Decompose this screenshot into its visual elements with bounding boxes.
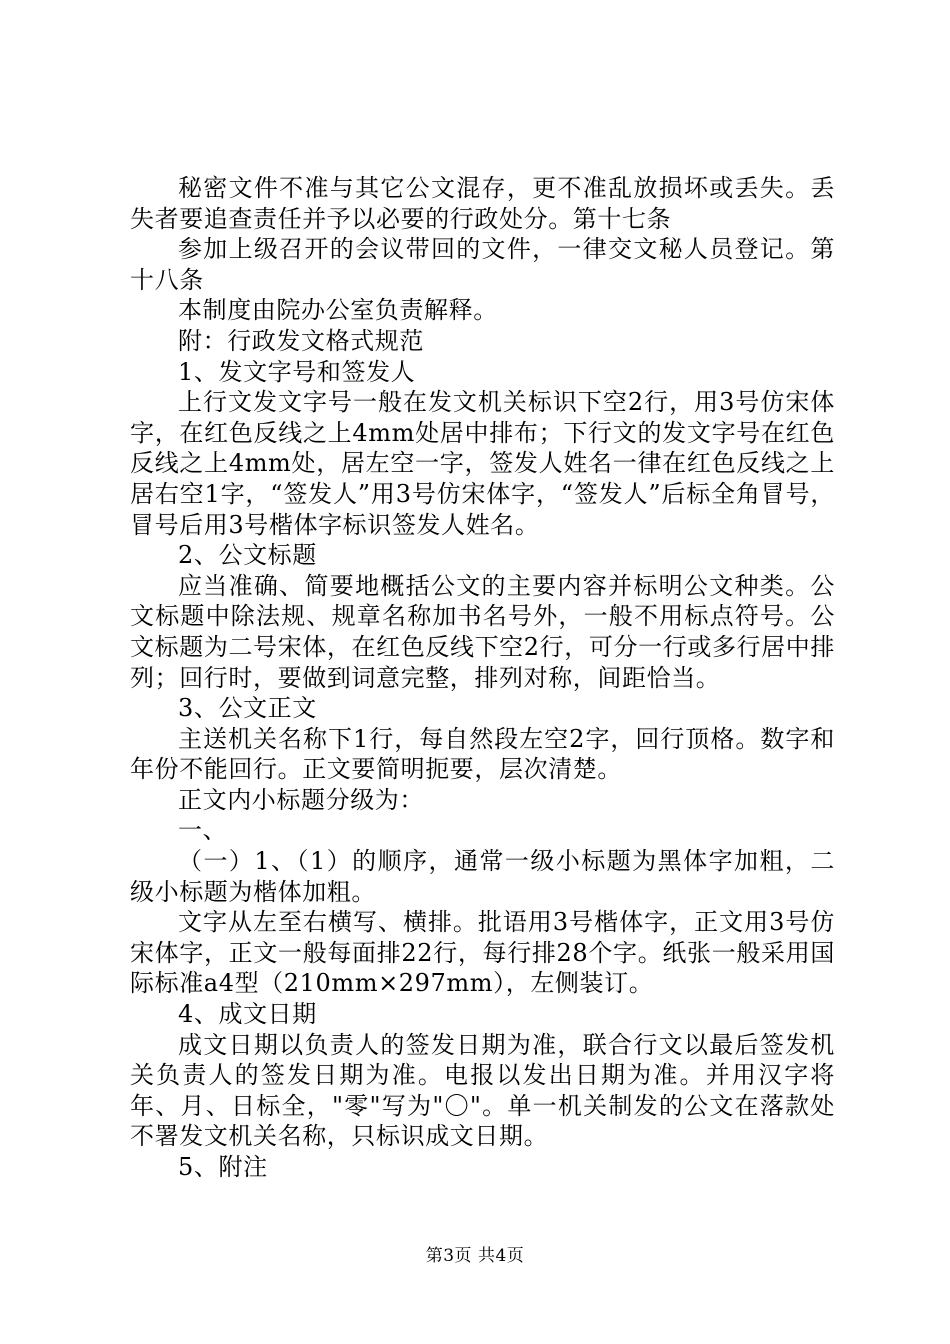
paragraph: 成文日期以负责人的签发日期为准，联合行文以最后签发机关负责人的签发日期为准。电报以发出日期为准。并用汉字将年、月、日标全，"零"写为"〇"。单一机关制发的公文在落款处不署发文机关名称，只标识成文日期。 xyxy=(130,1030,835,1151)
section-heading: 2、公文标题 xyxy=(178,541,317,570)
section-heading: 5、附注 xyxy=(178,1153,268,1181)
section-heading: 4、成文日期 xyxy=(178,1000,317,1029)
paragraph: 参加上级召开的会议带回的文件，一律交文秘人员登记。第十八条 xyxy=(130,235,835,294)
paragraph: 应当准确、简要地概括公文的主要内容并标明公文种类。公文标题中除法规、规章名称加书名号外，一般不用标点符号。公文标题为二号宋体，在红色反线下空2行，可分一行或多行居中排列；回行时，要做到词意完整，排列对称，间距恰当。 xyxy=(130,571,835,692)
section-heading: 3、公文正文 xyxy=(178,694,317,723)
document-body xyxy=(130,173,835,1183)
paragraph: （一）1、（1）的顺序，通常一级小标题为黑体字加粗，二级小标题为楷体加粗。 xyxy=(130,847,835,906)
paragraph: 本制度由院办公室负责解释。 xyxy=(178,296,498,325)
paragraph: 上行文发文字号一般在发文机关标识下空2行，用3号仿宋体字，在红色反线之上4mm处居中排布；下行文的发文字号在红色反线之上4mm处，居左空一字，签发人姓名一律在红色反线之上居右空1字，“签发人”用3号仿宋体字，“签发人”后标全角冒号，冒号后用3号楷体字标识签发人姓名。 xyxy=(130,388,835,539)
paragraph: 附：行政发文格式规范 xyxy=(178,326,424,355)
paragraph: 秘密文件不准与其它公文混存，更不准乱放损坏或丢失。丢失者要追查责任并予以必要的行政处分。第十七条 xyxy=(130,174,835,233)
paragraph: 文字从左至右横写、横排。批语用3号楷体字，正文用3号仿宋体字，正文一般每面排22行，每行排28个字。纸张一般采用国际标准a4型（210mm×297mm），左侧装订。 xyxy=(130,908,835,998)
paragraph: 一、 xyxy=(178,816,228,845)
paragraph: 正文内小标题分级为： xyxy=(178,785,424,814)
section-heading: 1、发文字号和签发人 xyxy=(178,357,416,386)
paragraph: 主送机关名称下1行，每自然段左空2字，回行顶格。数字和年份不能回行。正文要简明扼要，层次清楚。 xyxy=(130,724,835,784)
page-number-footer: 第3页 共4页 xyxy=(425,1246,525,1266)
